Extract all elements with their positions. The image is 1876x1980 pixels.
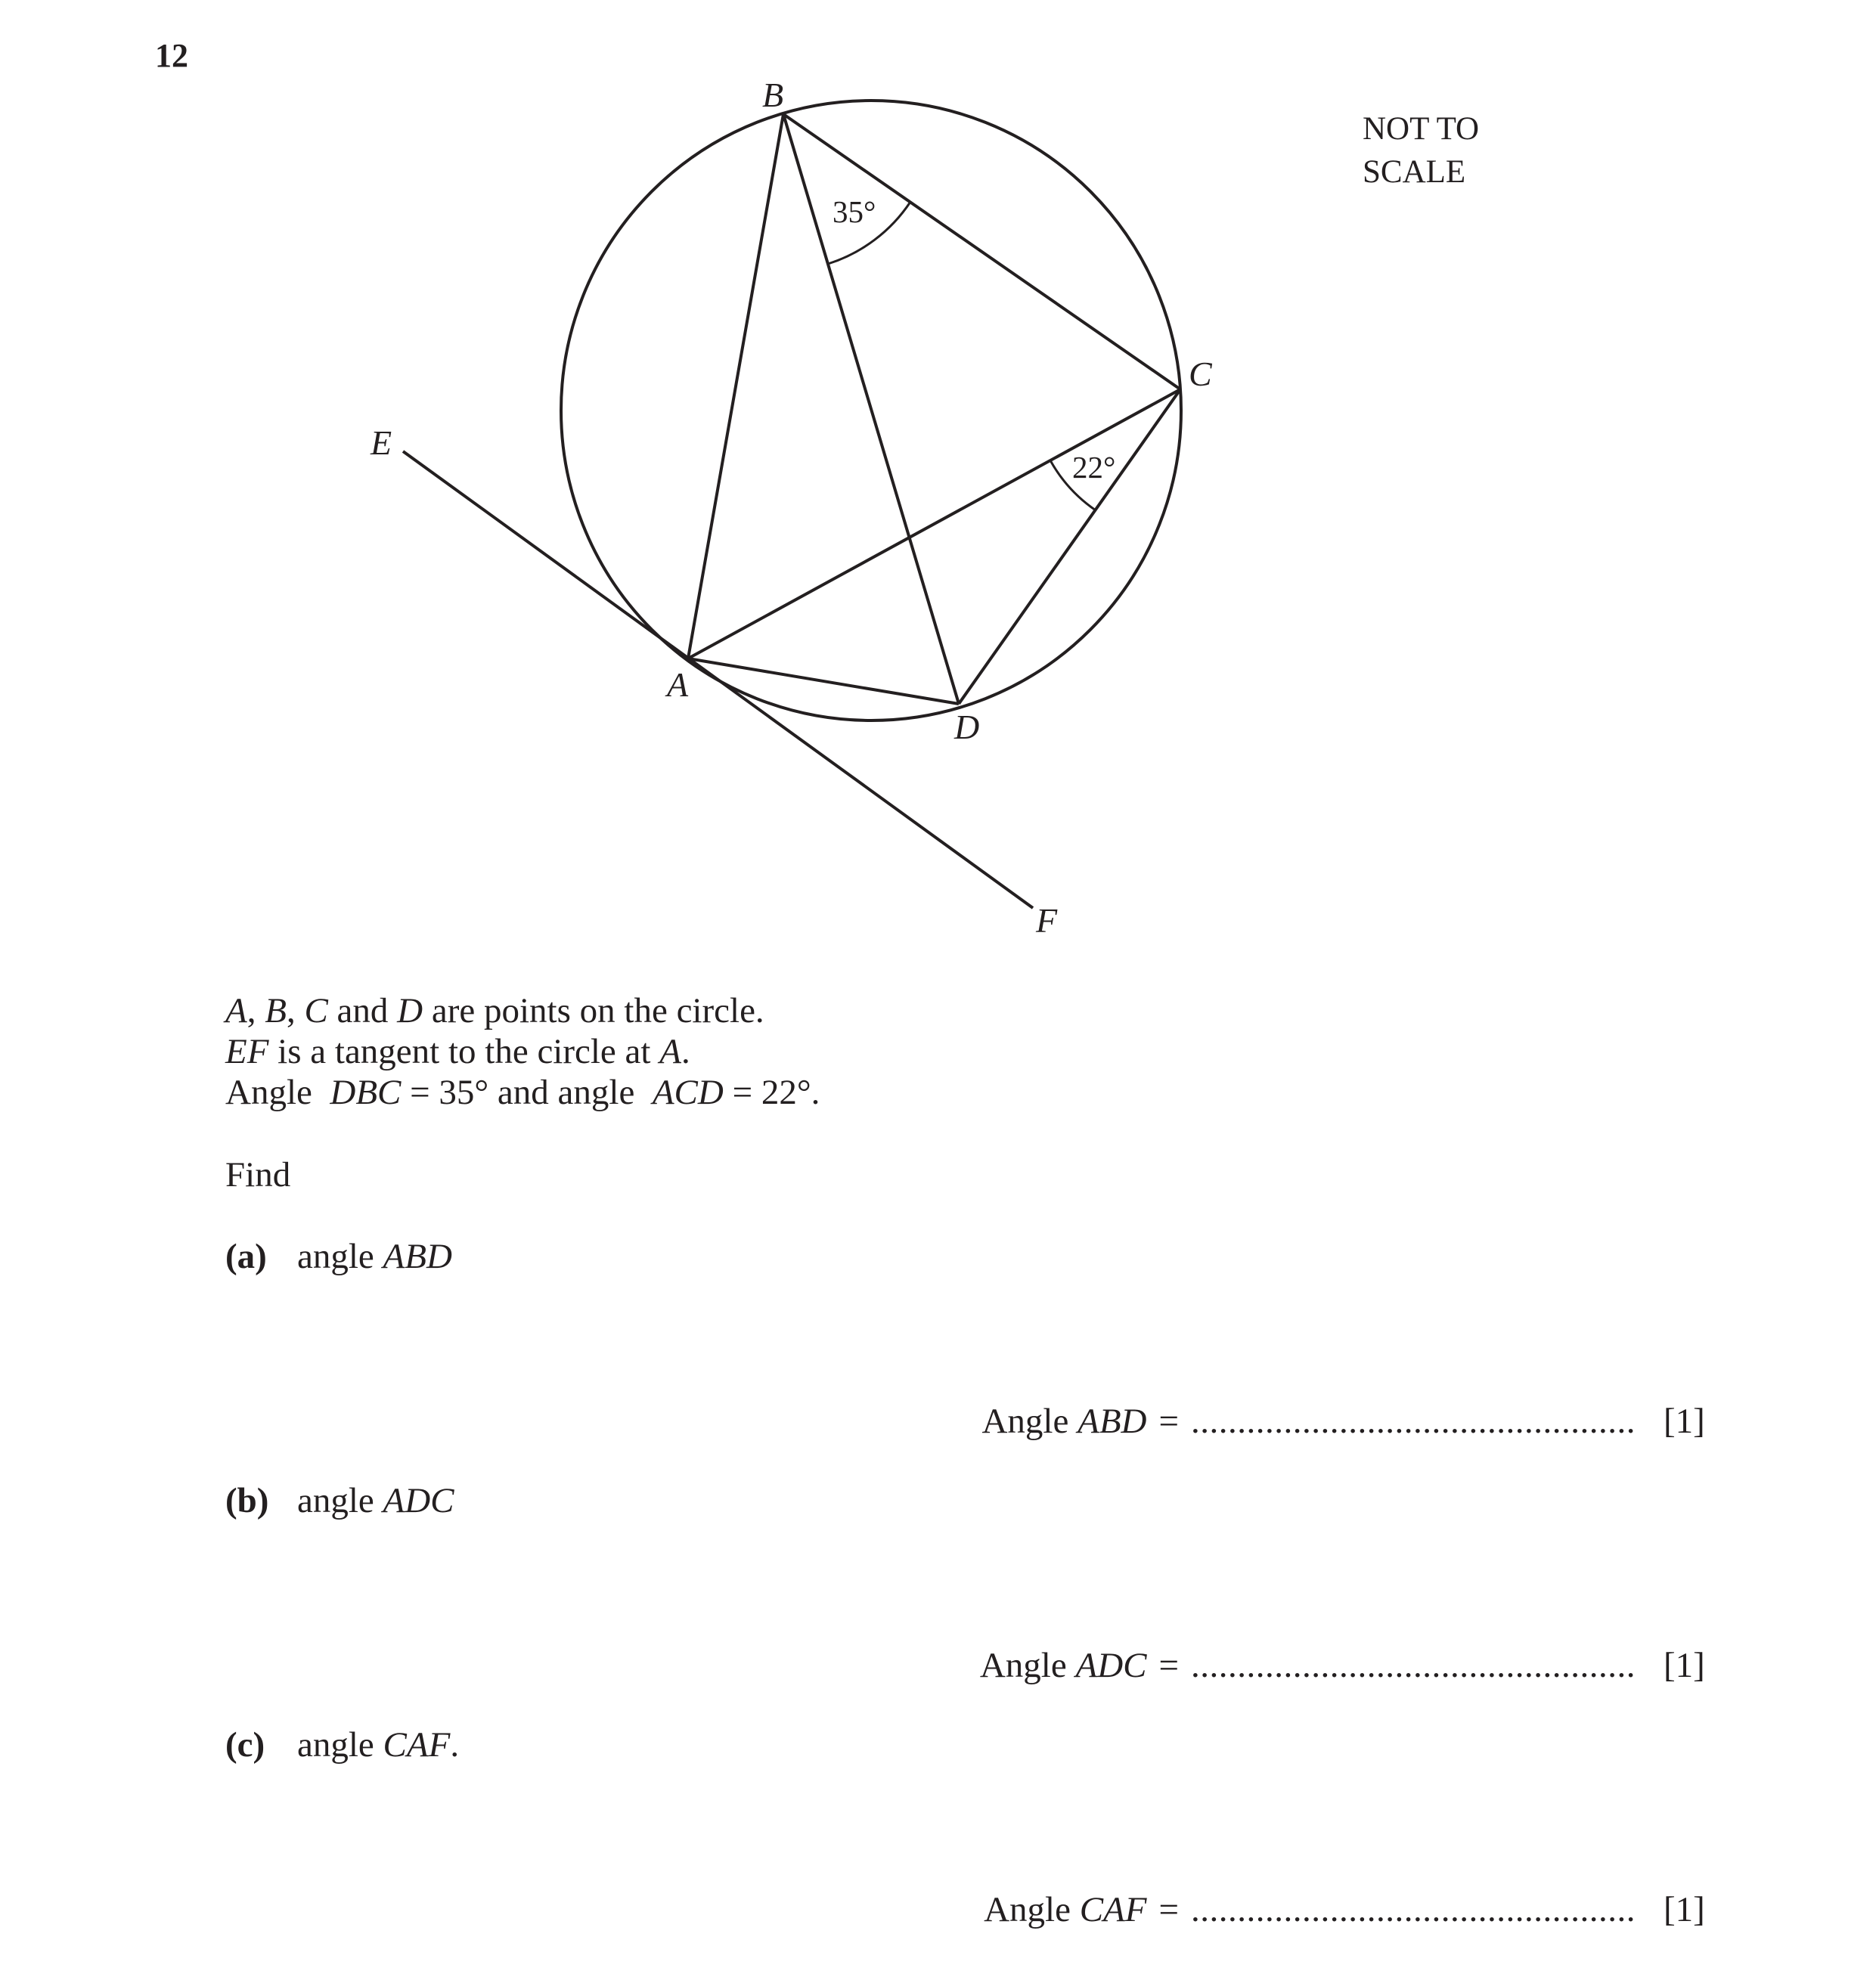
- point-C-ref: C: [304, 991, 328, 1030]
- point-label-D: D: [954, 708, 980, 746]
- not-to-scale-line-2: SCALE: [1363, 154, 1466, 190]
- answer-prefix: Angle: [981, 1402, 1078, 1441]
- part-text: angle: [297, 1725, 383, 1765]
- part-label: (a): [225, 1237, 267, 1276]
- answer-dots[interactable]: ................................................: [1191, 1646, 1636, 1685]
- marks-a: [1]: [1664, 1402, 1705, 1441]
- answer-line-b[interactable]: [980, 1645, 1636, 1686]
- text-span: ,: [247, 991, 265, 1030]
- part-text: angle: [297, 1481, 383, 1520]
- point-B-ref: B: [265, 991, 287, 1030]
- point-label-A: A: [667, 665, 689, 704]
- text-span: .: [681, 1032, 690, 1071]
- text-span: Angle: [225, 1073, 330, 1112]
- not-to-scale-line-1: NOT TO: [1363, 111, 1480, 147]
- text-span: = 22°.: [723, 1073, 820, 1112]
- answer-angle-name: CAF: [1079, 1890, 1147, 1929]
- chord-AB: [688, 114, 783, 658]
- text-span: is a tangent to the circle at: [268, 1032, 660, 1071]
- part-c-question: [225, 1724, 459, 1765]
- answer-line-a[interactable]: [981, 1401, 1636, 1442]
- point-label-C: C: [1189, 355, 1212, 393]
- not-to-scale-note: [1363, 107, 1479, 194]
- text-span: are points on the circle.: [423, 991, 764, 1030]
- answer-dots[interactable]: ................................................: [1191, 1402, 1636, 1441]
- part-angle-name: ABD: [383, 1237, 452, 1276]
- text-span: and: [327, 991, 398, 1030]
- question-number: 12: [155, 37, 188, 74]
- chord-CD: [959, 389, 1180, 704]
- answer-line-c[interactable]: [984, 1889, 1636, 1930]
- circle-geometry-diagram: [0, 0, 1876, 983]
- statement-line-1: [225, 990, 820, 1031]
- part-label: (b): [225, 1481, 269, 1520]
- text-span: = 35° and angle: [401, 1073, 653, 1112]
- tangent-line-EF: [403, 451, 1033, 908]
- marks-c: [1]: [1664, 1890, 1705, 1929]
- part-a-question: [225, 1236, 452, 1277]
- angle-DBC-ref: DBC: [330, 1073, 402, 1112]
- question-statement: [225, 990, 820, 1113]
- statement-line-3: [225, 1072, 820, 1113]
- answer-angle-name: ADC: [1075, 1646, 1147, 1685]
- part-b-question: [225, 1480, 454, 1521]
- point-D-ref: D: [397, 991, 423, 1030]
- part-text: angle: [297, 1237, 383, 1276]
- answer-equals: =: [1158, 1646, 1179, 1685]
- statement-line-2: [225, 1031, 820, 1072]
- part-angle-name: ADC: [383, 1481, 454, 1520]
- chord-AD: [688, 658, 959, 704]
- line-EF-ref: EF: [225, 1032, 269, 1071]
- answer-prefix: Angle: [984, 1890, 1080, 1929]
- angle-label-ACD: 22°: [1072, 450, 1116, 485]
- angle-ACD-ref: ACD: [652, 1073, 724, 1112]
- part-suffix: .: [450, 1725, 460, 1765]
- part-label: (c): [225, 1725, 265, 1765]
- answer-prefix: Angle: [979, 1646, 1076, 1685]
- chord-BC: [783, 114, 1180, 389]
- part-angle-name: CAF: [383, 1725, 451, 1765]
- point-label-F: F: [1036, 901, 1058, 940]
- point-label-E: E: [371, 423, 392, 462]
- answer-equals: =: [1158, 1402, 1179, 1441]
- angle-label-DBC: 35°: [833, 194, 876, 229]
- text-span: ,: [286, 991, 305, 1030]
- find-instruction: Find: [225, 1155, 291, 1195]
- point-A-ref: A: [659, 1032, 681, 1071]
- marks-b: [1]: [1664, 1646, 1705, 1685]
- answer-angle-name: ABD: [1078, 1402, 1147, 1441]
- answer-equals: =: [1158, 1890, 1179, 1929]
- point-A-ref: A: [225, 991, 247, 1030]
- point-label-B: B: [762, 76, 784, 114]
- answer-dots[interactable]: ................................................: [1191, 1890, 1636, 1929]
